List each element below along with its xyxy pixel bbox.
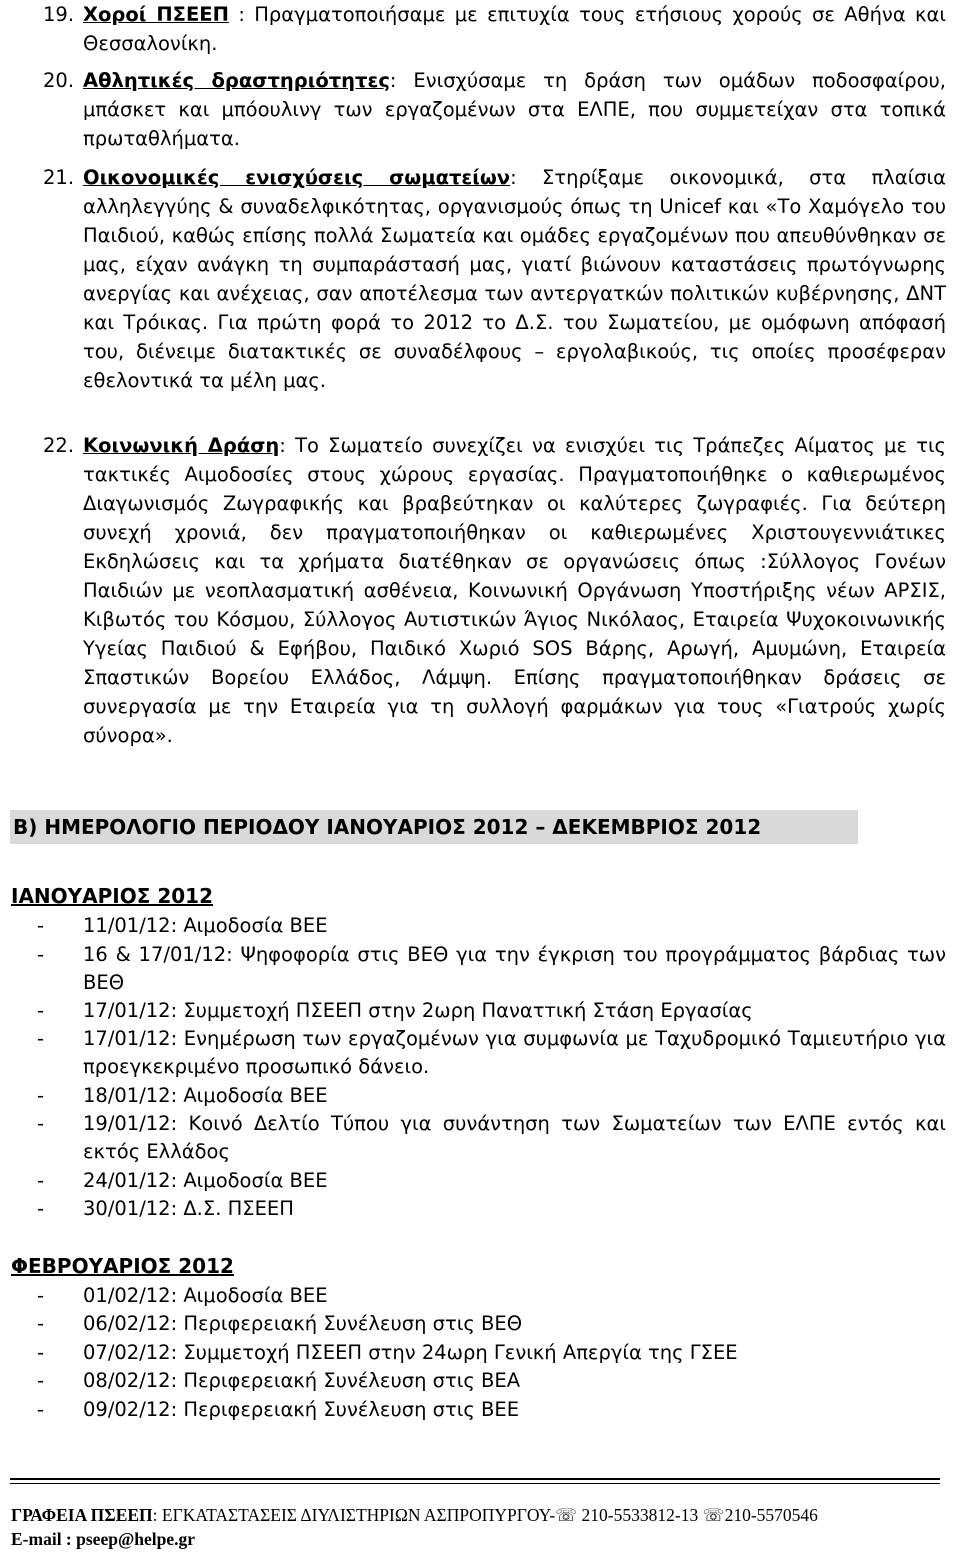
item-number: 19. [43,3,75,26]
calendar-entry [37,1310,946,1338]
item-body [83,66,946,153]
dash-bullet: - [37,1027,45,1050]
item-body [83,163,946,395]
telephone-icon: ☏ [555,1505,578,1525]
list-item-20 [43,66,946,153]
item-number: 20. [43,69,75,92]
dash-bullet: - [37,1197,45,1220]
entry-text: 19/01/12: Κοινό Δελτίο Τύπου για συνάντηση των Σωματείων των ΕΛΠΕ εντός και εκτός Ελλάδος [83,1112,946,1163]
calendar-entry [37,1396,946,1424]
item-title: Κοινωνική Δράση [83,434,280,457]
month-heading-february: ΦΕΒΡΟΥΑΡΙΟΣ 2012 [11,1254,234,1278]
list-item-19 [43,0,946,58]
entry-text: 06/02/12: Περιφερειακή Συνέλευση στις ΒΕΘ [83,1312,523,1335]
list-item-22 [43,431,946,750]
item-title: Αθλητικές δραστηριότητες [83,69,390,92]
entry-text: 16 & 17/01/12: Ψηφοφορία στις ΒΕΘ για την έγκριση του προγράμματος βάρδιας των ΒΕΘ [83,943,946,994]
footer-label: ΓΡΑΦΕΙΑ ΠΣΕΕΠ [11,1505,153,1525]
dash-bullet: - [37,914,45,937]
section-heading: Β) ΗΜΕΡΟΛΟΓΙΟ ΠΕΡΙΟΔΟΥ ΙΑΝΟΥΑΡΙΟΣ 2012 – ΔΕΚΕΜΒΡΙΟΣ 2012 [10,810,858,844]
footer-address-line [11,1504,818,1526]
item-text: : Πραγματοποιήσαμε με επιτυχία τους ετήσιους χορούς σε Αθήνα και Θεσσαλονίκη. [83,3,946,55]
month-heading-january: ΙΑΝΟΥΑΡΙΟΣ 2012 [11,884,214,908]
item-text: : Στηρίξαμε οικονομικά, στα πλαίσια αλληλεγγύης & συναδελφικότητας, οργανισμούς όπως τη Unicef και «Το Χαμόγελο του Παιδιού, καθώς επίσης πολλά Σωματεία και ομάδες εργαζομένων που απευθύνθηκαν σε μας, είχαν ανάγκη τη συμπαράστασή μας, γιατί βιώνουν καταστάσεις πρωτόγνωρης ανεργίας και ανέχειας, σαν αποτέλεσμα των αντεργατκών πολιτικών κυβέρνησης, ΔΝΤ και Τρόικας. Για πρώτη φορά το 2012 το Δ.Σ. του Σωματείου, με ομόφωνη απόφασή του, διένειμε διατακτικές σε συναδέλφους – εργολαβικούς, τις οποίες προσέφεραν εθελοντικά τα μέλη μας. [83,166,946,392]
calendar-entry [37,1110,946,1166]
entry-text: 07/02/12: Συμμετοχή ΠΣΕΕΠ στην 24ωρη Γενική Απεργία της ΓΣΕΕ [83,1341,738,1364]
entry-text: 24/01/12: Αιμοδοσία ΒΕΕ [83,1169,328,1192]
calendar-entry [37,912,946,940]
item-text: : Ενισχύσαμε τη δράση των ομάδων ποδοσφαίρου, μπάσκετ και μπόουλινγ των εργαζομένων στα ΕΛΠΕ, που συμμετείχαν στα τοπικά πρωταθλήματα. [83,69,947,150]
calendar-entry [37,941,946,997]
entry-text: 18/01/12: Αιμοδοσία ΒΕΕ [83,1084,328,1107]
item-title: Οικονομικές ενισχύσεις σωματείων [83,166,511,189]
item-body [83,431,946,750]
footer-phone: 210-5533812-13 [577,1505,699,1525]
calendar-entry [37,1167,946,1195]
dash-bullet: - [37,999,45,1022]
entry-text: 17/01/12: Συμμετοχή ΠΣΕΕΠ στην 2ωρη Πανατтική Στάση Εργασίας [83,999,753,1022]
dash-bullet: - [37,1169,45,1192]
dash-bullet: - [37,1369,45,1392]
entry-text: 08/02/12: Περιφερειακή Συνέλευση στις ΒΕΑ [83,1369,521,1392]
dash-bullet: - [37,1312,45,1335]
dash-bullet: - [37,943,45,966]
calendar-entry [37,1082,946,1110]
footer-email: E-mail : pseep@helpe.gr [11,1529,195,1549]
entry-text: 01/02/12: Αιμοδοσία ΒΕΕ [83,1284,328,1307]
dash-bullet: - [37,1398,45,1421]
dash-bullet: - [37,1084,45,1107]
dash-bullet: - [37,1284,45,1307]
entry-text: 30/01/12: Δ.Σ. ΠΣΕΕΠ [83,1197,294,1220]
entry-text: 09/02/12: Περιφερειακή Συνέλευση στις ΒΕΕ [83,1398,520,1421]
calendar-entry [37,1195,946,1223]
calendar-entry [37,1339,946,1367]
footer-address: : ΕΓΚΑΤΑΣΤΑΣΕΙΣ ΔΙΥΛΙΣΤΗΡΙΩΝ ΑΣΠΡΟΠΥΡΓΟΥ- [152,1505,556,1525]
item-body [83,0,946,58]
calendar-entry [37,997,946,1025]
item-title: Χοροί ΠΣΕΕΠ [83,3,229,26]
footer-divider [10,1478,940,1480]
dash-bullet: - [37,1112,45,1135]
footer-divider [10,1483,940,1484]
entry-text: 17/01/12: Ενημέρωση των εργαζομένων για συμφωνία με Ταχυδρομικό Ταμιευτήριο για προεγκεκριμένο προσωπικό δάνειο. [83,1027,946,1078]
footer-fax: 210-5570546 [724,1505,818,1525]
calendar-entry [37,1025,946,1081]
dash-bullet: - [37,1341,45,1364]
item-text: : Το Σωματείο συνεχίζει να ενισχύει τις Τράπεζες Αίματος με τις τακτικές Αιμοδοσίες στους χώρους εργασίας. Πραγματοποιήθηκε ο καθιερωμένος Διαγωνισμός Ζωγραφικής και βραβεύτηκαν οι καλύτερες ζωγραφιές. Για δεύτερη συνεχή χρονιά, δεν πραγματοποιήθηκαν οι καθιερωμένες Χριστουγεννιάτικες Εκδηλώσεις και τα χρήματα διατέθηκαν σε οργανώσεις όπως :Σύλλογος Γονέων Παιδιών με νεοπλασματική ασθένεια, Κοινωνική Οργάνωση Υποστήριξης νέων ΑΡΣΙΣ, Κιβωτός του Κόσμου, Σύλλογος Αυτιστικών Άγιος Νικόλαος, Εταιρεία Ψυχοκοινωνικής Υγείας Παιδιού & Εφήβου, Παιδικό Χωριό SOS Βάρης, Αρωγή, Αμυμώνη, Εταιρεία Σπαστικών Βορείου Ελλάδος, Λάμψη. Επίσης πραγματοποιήθηκαν δράσεις σε συνεργασία με την Εταιρεία για τη συλλογή φαρμάκων για τους «Γιατρούς χωρίς σύνορα». [83,434,947,747]
calendar-entry [37,1367,946,1395]
list-item-21 [43,163,946,395]
calendar-entry [37,1282,946,1310]
fax-icon: ☏ [702,1505,725,1525]
entry-text: 11/01/12: Αιμοδοσία ΒΕΕ [83,914,328,937]
item-number: 21. [43,166,75,189]
item-number: 22. [43,434,75,457]
